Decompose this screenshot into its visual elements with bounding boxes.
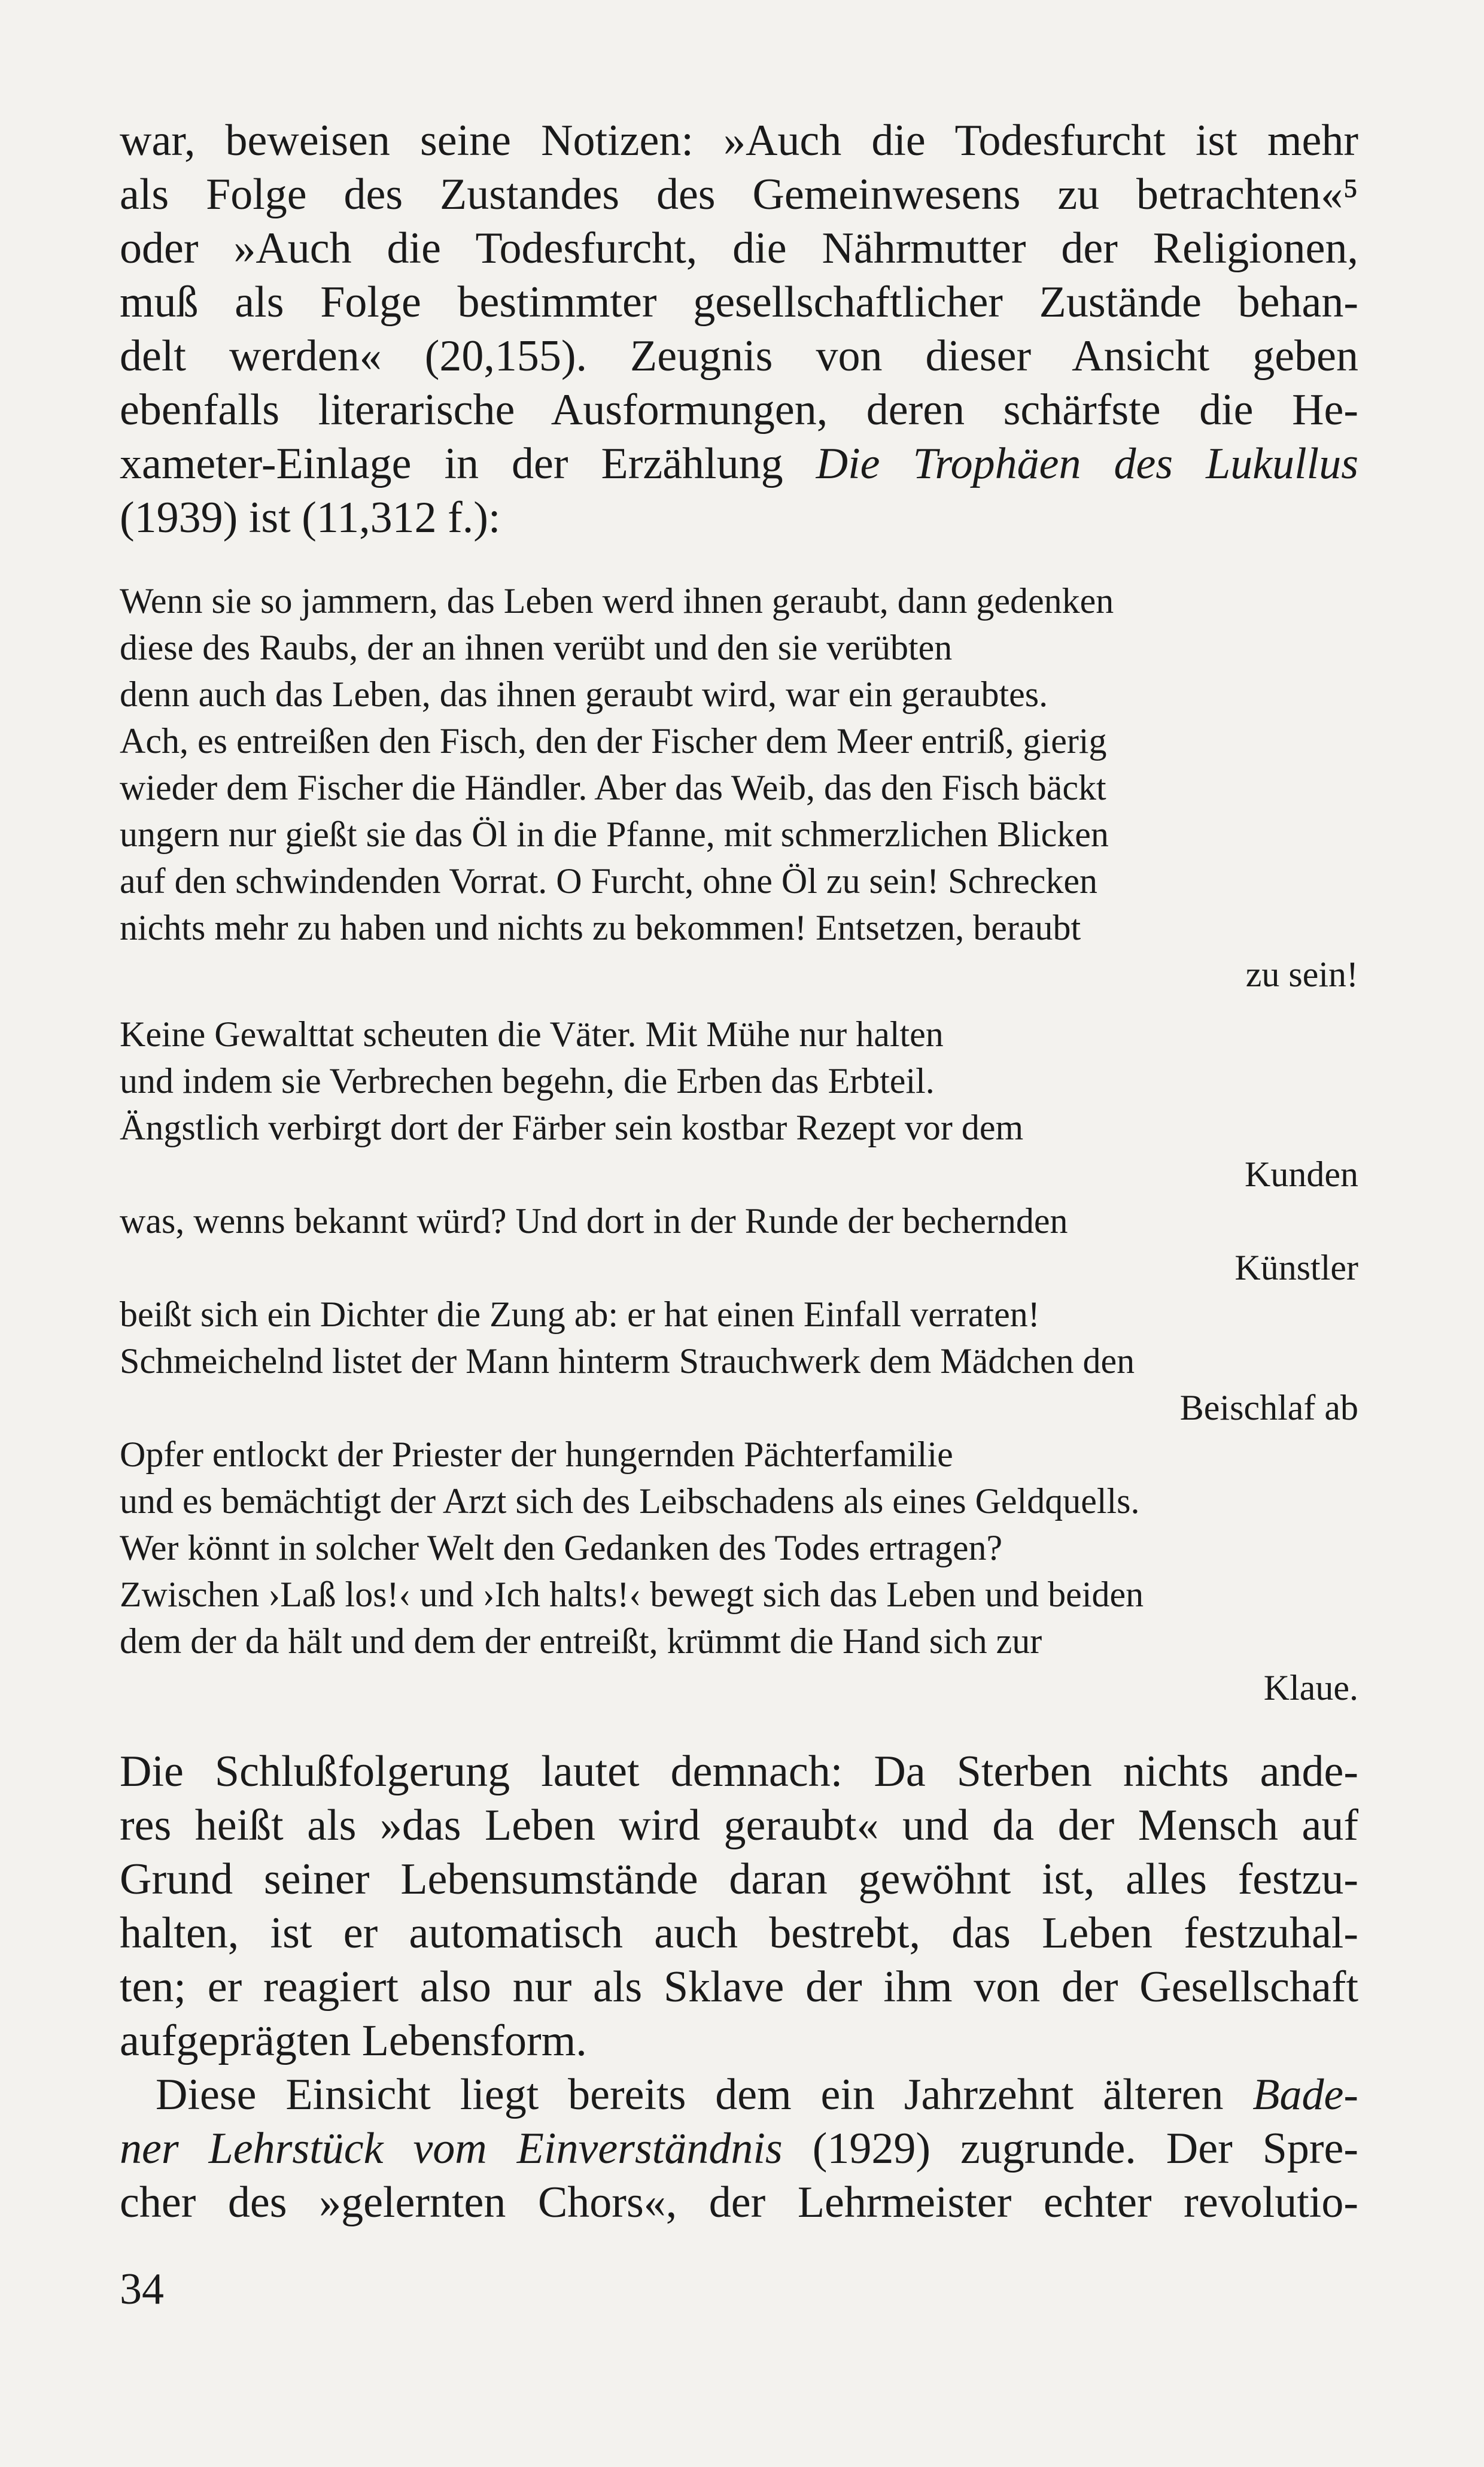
verse-line-overflow: zu sein! bbox=[1245, 955, 1358, 994]
text-segment: xameter-Einlage in der Erzählung bbox=[120, 439, 816, 488]
text-line: delt werden« (20,155). Zeugnis von dieser Ansicht geben bbox=[120, 332, 1358, 381]
page-number: 34 bbox=[120, 2265, 164, 2314]
text-line bbox=[120, 437, 1358, 491]
text-line: muß als Folge bestimmter gesellschaftlicher Zustände behan- bbox=[120, 278, 1358, 327]
text-segment: Diese Einsicht liegt bereits dem ein Jahrzehnt älteren bbox=[156, 2070, 1253, 2119]
verse-line: Ach, es entreißen den Fisch, den der Fischer dem Meer entriß, gierig bbox=[120, 721, 1107, 761]
verse-line: nichts mehr zu haben und nichts zu bekommen! Entsetzen, beraubt bbox=[120, 908, 1081, 947]
paragraph-intro bbox=[120, 114, 1358, 545]
text-line: (1939) ist (11,312 f.): bbox=[120, 493, 501, 542]
verse-line-overflow: Künstler bbox=[1234, 1248, 1358, 1287]
verse-line-overflow: Kunden bbox=[1245, 1154, 1358, 1194]
text-line: ebenfalls literarische Ausformungen, deren schärfste die He- bbox=[120, 385, 1358, 435]
verse-line: und indem sie Verbrechen begehn, die Erben das Erbteil. bbox=[120, 1061, 935, 1101]
verse-line: dem der da hält und dem der entreißt, krümmt die Hand sich zur bbox=[120, 1621, 1042, 1661]
verse-line: Zwischen ›Laß los!‹ und ›Ich halts!‹ bewegt sich das Leben und beiden bbox=[120, 1575, 1144, 1614]
text-line: als Folge des Zustandes des Gemeinwesens zu betrachten«⁵ bbox=[120, 170, 1358, 219]
text-line: aufgeprägten Lebensform. bbox=[120, 2016, 587, 2065]
work-title: Die Trophäen des Lukullus bbox=[816, 439, 1359, 488]
paragraph-continuation bbox=[120, 2068, 1358, 2229]
verse-line: Wenn sie so jammern, das Leben werd ihnen geraubt, dann gedenken bbox=[120, 581, 1114, 621]
text-line bbox=[120, 2122, 1358, 2176]
verse-line-overflow: Klaue. bbox=[1263, 1668, 1358, 1708]
verse-line: denn auch das Leben, das ihnen geraubt wird, war ein geraubtes. bbox=[120, 675, 1048, 714]
verse-line: Keine Gewalttat scheuten die Väter. Mit Mühe nur halten bbox=[120, 1014, 944, 1054]
paragraph-conclusion bbox=[120, 1745, 1358, 2068]
verse-line: beißt sich ein Dichter die Zung ab: er hat einen Einfall verraten! bbox=[120, 1295, 1040, 1334]
text-line: oder »Auch die Todesfurcht, die Nährmutter der Religionen, bbox=[120, 224, 1358, 273]
text-line: ten; er reagiert also nur als Sklave der ihm von der Gesellschaft bbox=[120, 1962, 1358, 2012]
text-line: war, beweisen seine Notizen: »Auch die Todesfurcht ist mehr bbox=[120, 116, 1358, 165]
verse-line: Wer könnt in solcher Welt den Gedanken des Todes ertragen? bbox=[120, 1528, 1003, 1567]
text-line: halten, ist er automatisch auch bestrebt, das Leben festzuhal- bbox=[120, 1909, 1358, 1958]
verse-line-overflow: Beischlaf ab bbox=[1179, 1388, 1358, 1427]
text-line: res heißt als »das Leben wird geraubt« und da der Mensch auf bbox=[120, 1801, 1358, 1850]
verse-line: diese des Raubs, der an ihnen verübt und den sie verübten bbox=[120, 628, 953, 667]
work-title: ner Lehrstück vom Einverständnis bbox=[120, 2124, 783, 2173]
verse-quotation bbox=[120, 578, 1358, 1711]
work-title: Bade- bbox=[1252, 2070, 1358, 2119]
verse-line: was, wenns bekannt würd? Und dort in der Runde der bechernden bbox=[120, 1201, 1068, 1241]
text-line: cher des »gelernten Chors«, der Lehrmeister echter revolutio- bbox=[120, 2178, 1358, 2227]
text-line: Grund seiner Lebensumstände daran gewöhnt ist, alles festzu- bbox=[120, 1855, 1358, 1904]
verse-line: Ängstlich verbirgt dort der Färber sein kostbar Rezept vor dem bbox=[120, 1108, 1024, 1147]
text-line bbox=[120, 2068, 1358, 2122]
text-segment: (1929) zugrunde. Der Spre- bbox=[782, 2124, 1358, 2173]
text-line: Die Schlußfolgerung lautet demnach: Da Sterben nichts ande- bbox=[120, 1747, 1358, 1796]
verse-line: Schmeichelnd listet der Mann hinterm Strauchwerk dem Mädchen den bbox=[120, 1341, 1135, 1381]
verse-line: ungern nur gießt sie das Öl in die Pfanne, mit schmerzlichen Blicken bbox=[120, 815, 1109, 854]
verse-line: und es bemächtigt der Arzt sich des Leibschadens als eines Geldquells. bbox=[120, 1481, 1140, 1521]
verse-line: wieder dem Fischer die Händler. Aber das Weib, das den Fisch bäckt bbox=[120, 768, 1106, 807]
verse-line: auf den schwindenden Vorrat. O Furcht, ohne Öl zu sein! Schrecken bbox=[120, 861, 1098, 901]
verse-line: Opfer entlockt der Priester der hungernden Pächterfamilie bbox=[120, 1435, 953, 1474]
